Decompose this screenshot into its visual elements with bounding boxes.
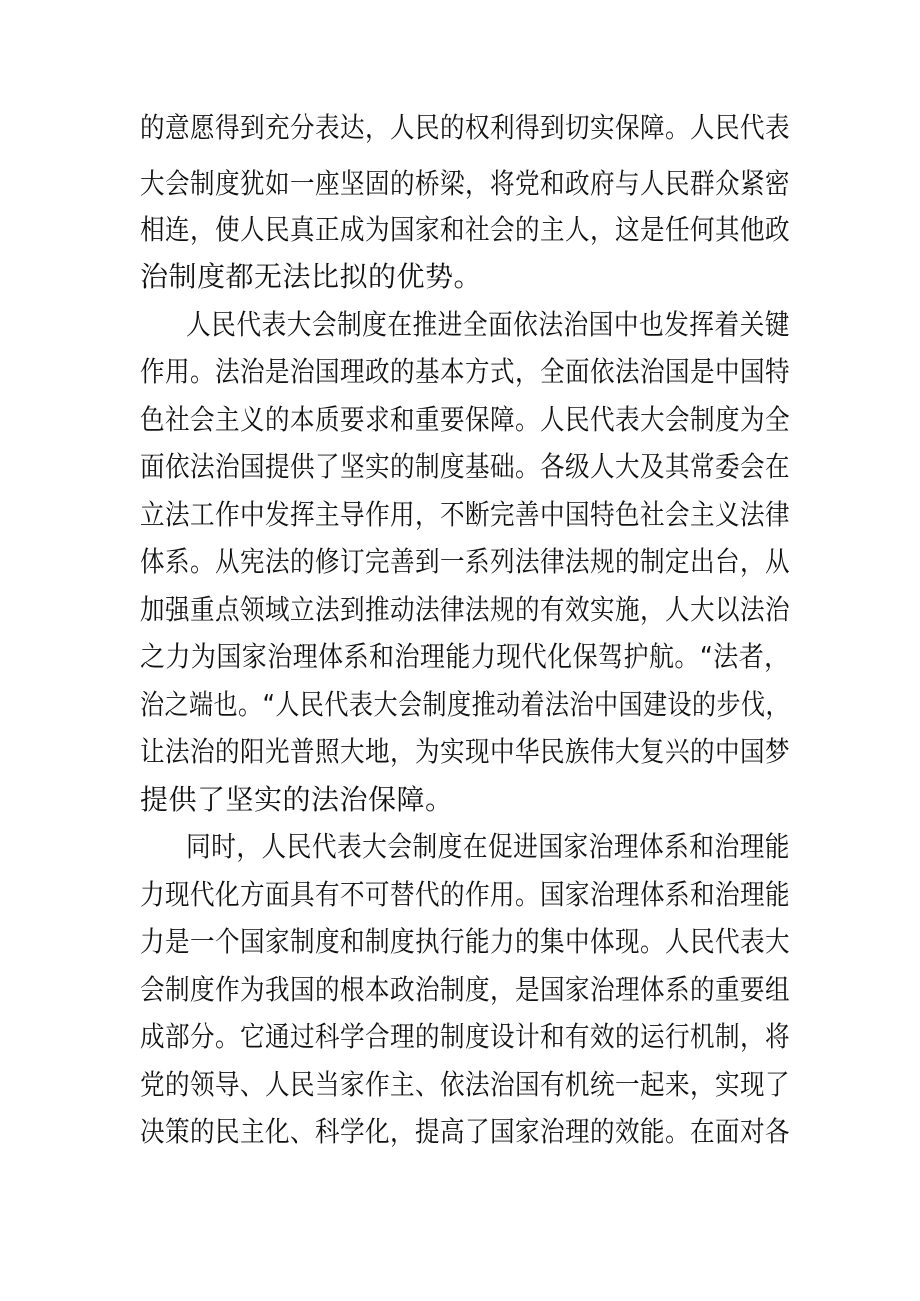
text-line: 党的领导、人民当家作主、依法治国有机统一起来，实现了	[140, 1068, 791, 1101]
text-line: 的意愿得到充分表达，人民的权利得到切实保障。人民代表	[140, 111, 791, 144]
text-line: 治制度都无法比拟的优势。	[140, 260, 483, 293]
text-line: 让法治的阳光普照大地，为实现中华民族伟大复兴的中国梦	[140, 735, 791, 768]
text-line: 大会制度犹如一座坚固的桥梁，将党和政府与人民群众紧密	[140, 167, 791, 200]
text-line: 加强重点领域立法到推动法律法规的有效实施，人大以法治	[140, 593, 791, 626]
text-line: 力现代化方面具有不可替代的作用。国家治理体系和治理能	[140, 878, 791, 911]
text-line: 提供了坚实的法治保障。	[140, 783, 454, 816]
text-line: 之力为国家治理体系和治理能力现代化保驾护航。“法者，	[140, 640, 790, 673]
text-line: 力是一个国家制度和制度执行能力的集中体现。人民代表大	[140, 925, 791, 958]
text-line: 人民代表大会制度在推进全面依法治国中也发挥着关键	[186, 308, 790, 341]
text-line: 同时，人民代表大会制度在促进国家治理体系和治理能	[186, 830, 790, 863]
text-line: 体系。从宪法的修订完善到一系列法律法规的制定出台，从	[140, 545, 791, 578]
text-line: 治之端也。“人民代表大会制度推动着法治中国建设的步伐，	[140, 688, 791, 721]
text-line: 立法工作中发挥主导作用，不断完善中国特色社会主义法律	[140, 498, 791, 531]
text-line: 相连，使人民真正成为国家和社会的主人，这是任何其他政	[140, 213, 791, 246]
text-line: 成部分。它通过科学合理的制度设计和有效的运行机制，将	[140, 1020, 791, 1053]
text-line: 决策的民主化、科学化，提高了国家治理的效能。在面对各	[140, 1115, 791, 1148]
text-line: 会制度作为我国的根本政治制度，是国家治理体系的重要组	[140, 973, 791, 1006]
text-line: 作用。法治是治国理政的基本方式，全面依法治国是中国特	[140, 355, 791, 388]
text-line: 面依法治国提供了坚实的制度基础。各级人大及其常委会在	[140, 450, 791, 483]
text-line: 色社会主义的本质要求和重要保障。人民代表大会制度为全	[140, 403, 791, 436]
